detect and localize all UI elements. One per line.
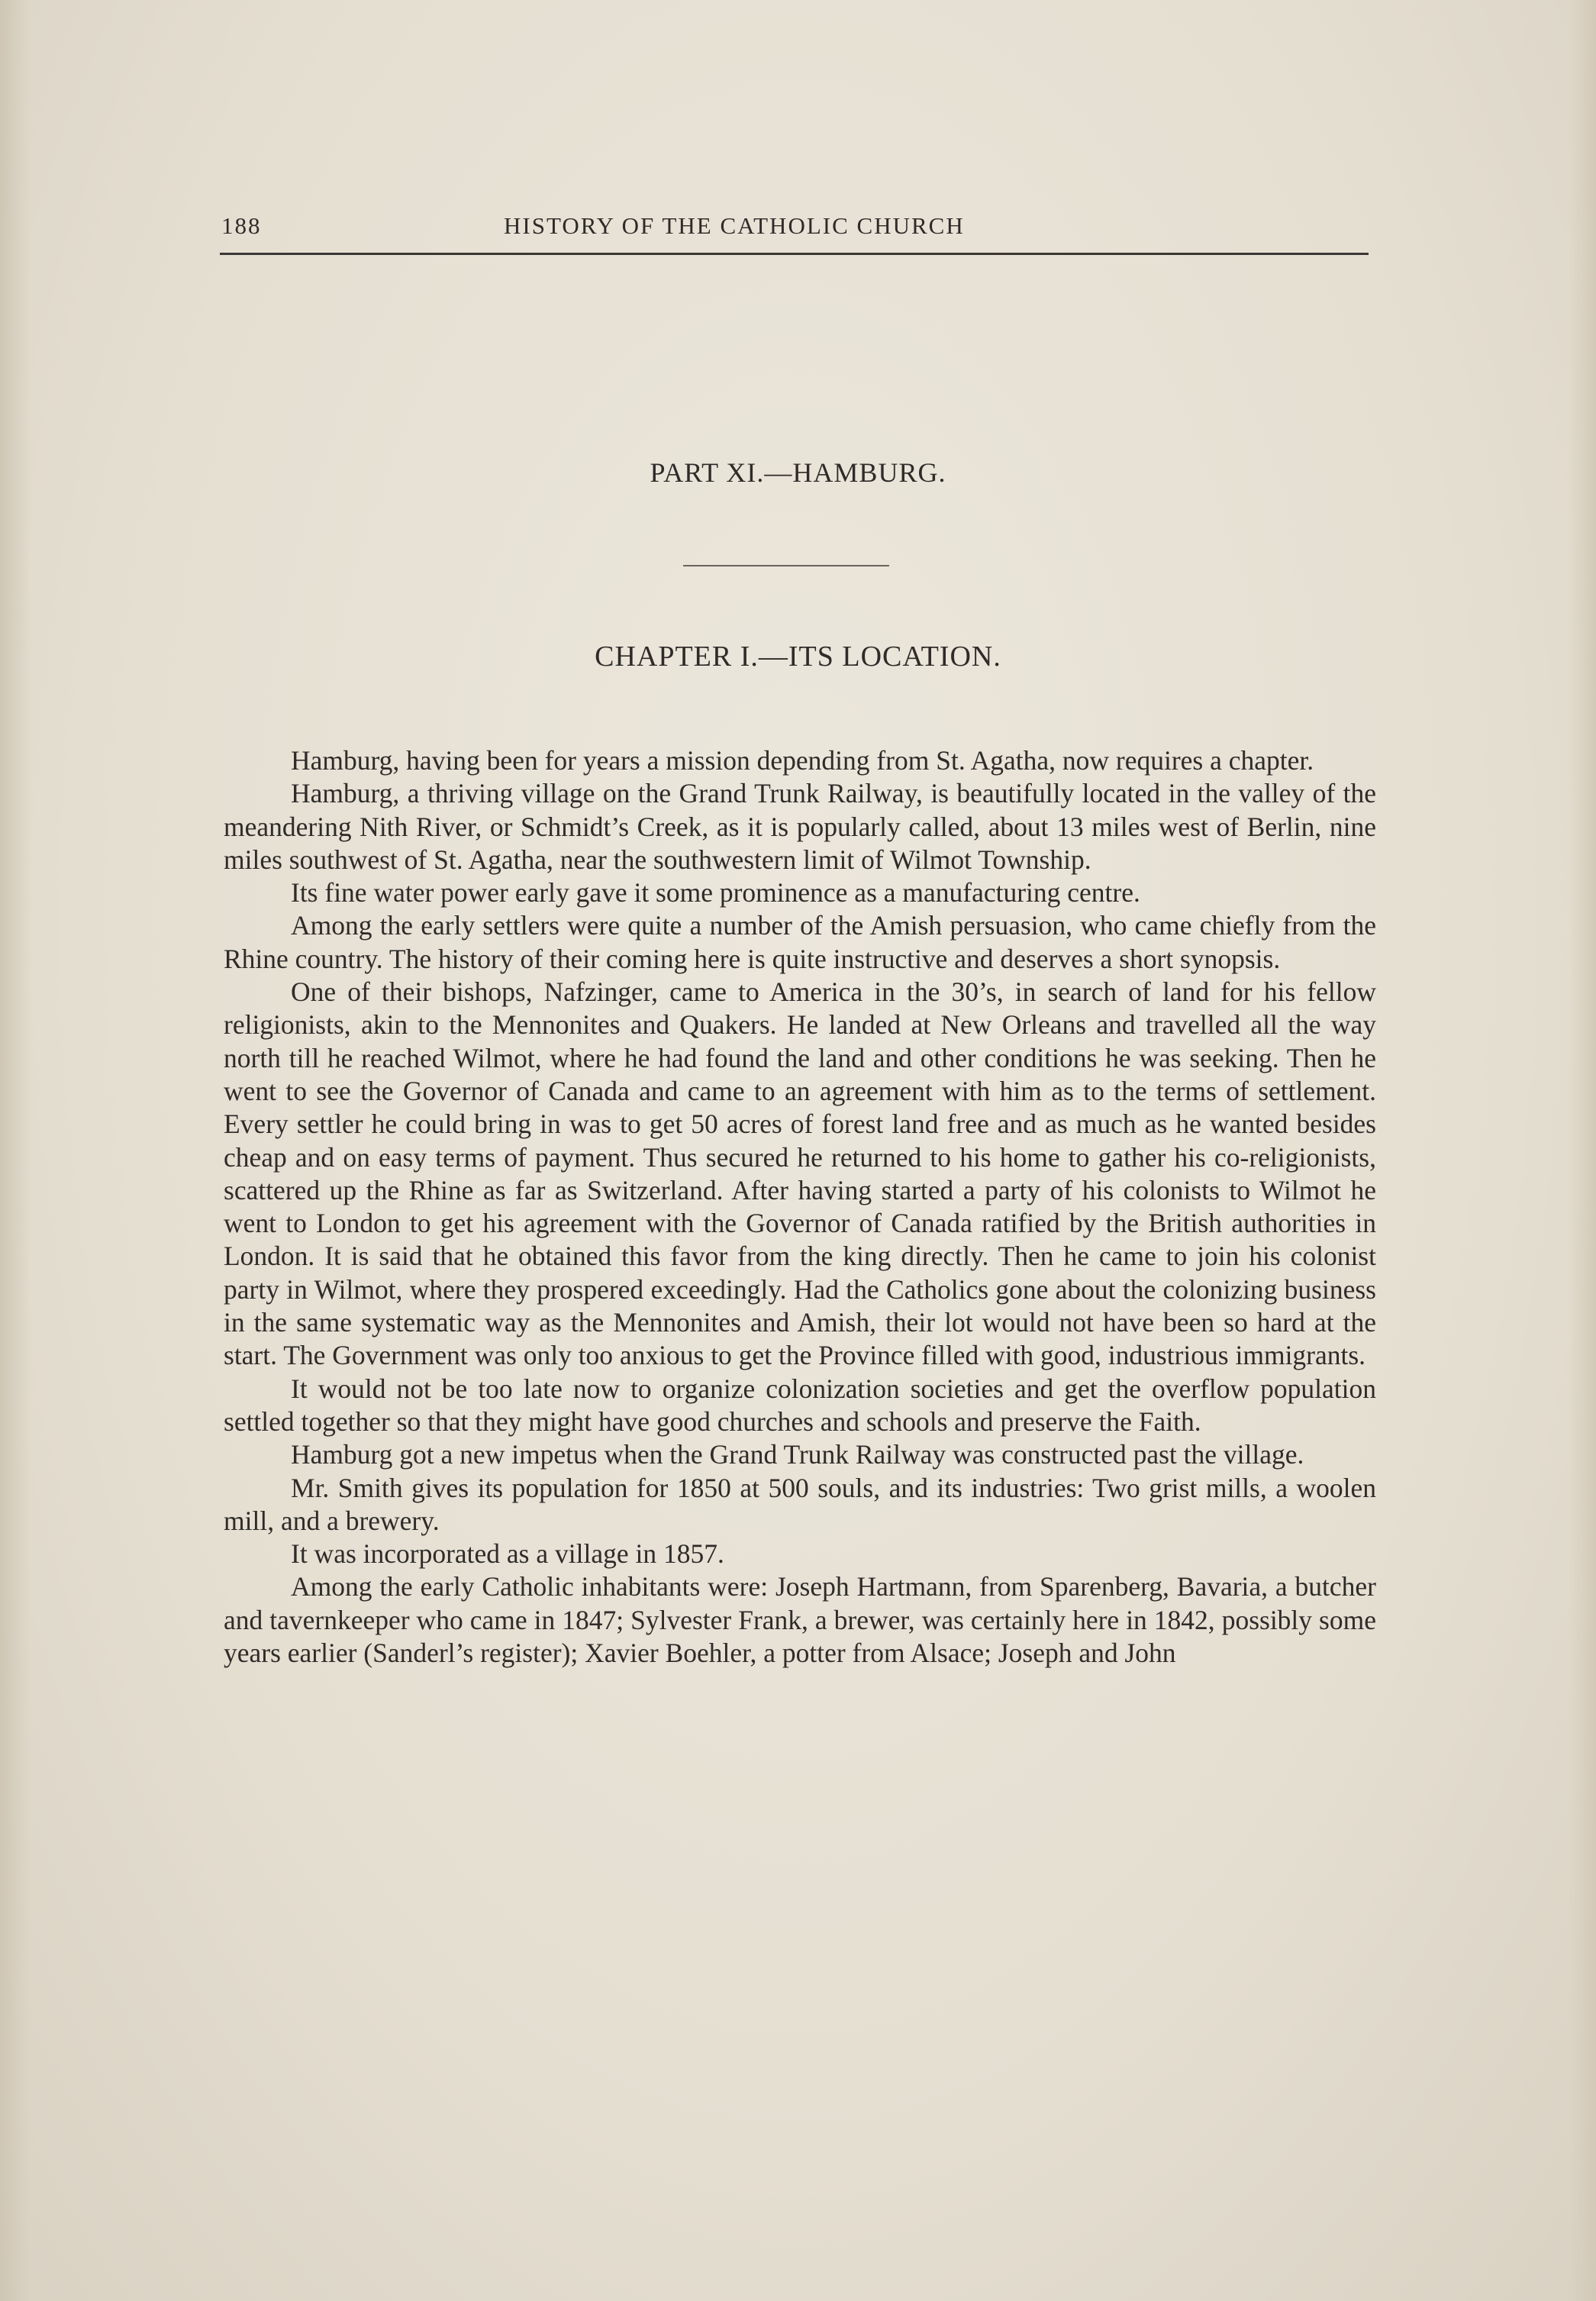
page-edge-shadow-right [1569, 0, 1596, 2301]
paragraph: Mr. Smith gives its population for 1850 at 500 souls, and its industries: Two grist mills, a woolen mill, and a brewery. [224, 1472, 1376, 1536]
header-rule [220, 253, 1369, 255]
part-title: PART XI.—HAMBURG. [650, 457, 946, 488]
paragraph: Among the early settlers were quite a number of the Amish persuasion, who came chiefly from the Rhine country. The history of their coming here is quite instructive and deserves a short synopsis. [224, 910, 1376, 974]
running-title: HISTORY OF THE CATHOLIC CHURCH [504, 212, 965, 239]
paragraph: It would not be too late now to organize colonization societies and get the overflow population settled together so that they might have good churches and schools and preserve the Faith. [224, 1373, 1376, 1437]
page-edge-shadow-left [0, 0, 31, 2301]
body-text [224, 744, 1376, 1670]
paragraph: Hamburg got a new impetus when the Grand Trunk Railway was constructed past the village. [291, 1439, 1304, 1470]
paragraph: Hamburg, a thriving village on the Grand Trunk Railway, is beautifully located in the valley of the meandering Nith River, or Schmidt’s Creek, as it is popularly called, about 13 miles west of Berlin, nine miles southwest of St. Agatha, near the southwestern limit of Wilmot Township. [224, 778, 1376, 875]
paragraph: Its fine water power early gave it some prominence as a manufacturing centre. [291, 877, 1140, 908]
paragraph: Among the early Catholic inhabitants were: Joseph Hartmann, from Sparenberg, Bavaria, a butcher and tavernkeeper who came in 1847; Sylvester Frank, a brewer, was certainly here in 1842, possibly some years earlier (Sanderl’s register); Xavier Boehler, a potter from Alsace; Joseph and John [224, 1571, 1376, 1669]
running-head [221, 212, 1366, 243]
paragraph: It was incorporated as a village in 1857. [291, 1538, 724, 1570]
paragraph: One of their bishops, Nafzinger, came to America in the 30’s, in search of land for his fellow religionists, akin to the Mennonites and Quakers. He landed at New Orleans and travelled all the way north till he reached Wilmot, where he had found the land and other conditions he was seeking. Then he went to see the Governor of Canada and came to an agreement with him as to the terms of settlement. Every settler he could bring in was to get 50 acres of forest land free and as much as he wanted besides cheap and on easy terms of payment. Thus secured he returned to his home to gather his co-religionists, scattered up the Rhine as far as Switzerland. After having started a party of his colonists to Wilmot he went to London to get his agreement with the Governor of Canada ratified by the British authorities in London. It is said that he obtained this favor from the king directly. Then he came to join his colonist party in Wilmot, where they prospered exceedingly. Had the Catholics gone about the colonizing business in the same systematic way as the Mennonites and Amish, their lot would not have been so hard at the start. The Government was only too anxious to get the Province filled with good, industrious immigrants. [224, 976, 1376, 1371]
page-number: 188 [221, 212, 262, 239]
chapter-title: CHAPTER I.—ITS LOCATION. [595, 641, 1001, 673]
paragraph: Hamburg, having been for years a mission depending from St. Agatha, now requires a chapter. [291, 745, 1314, 776]
section-divider [683, 565, 889, 566]
